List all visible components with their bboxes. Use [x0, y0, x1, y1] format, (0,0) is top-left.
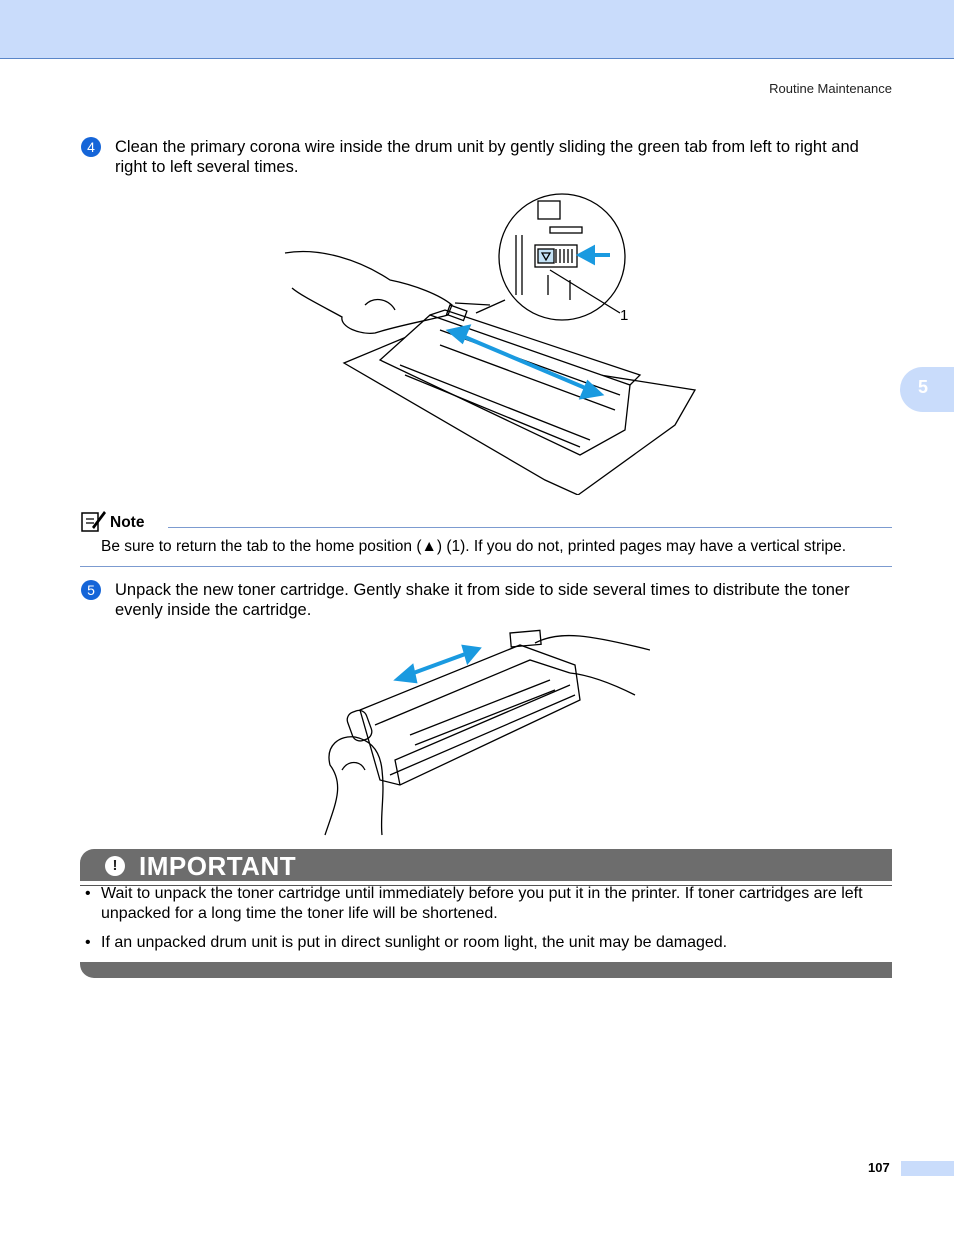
top-banner	[0, 0, 954, 59]
exclamation-icon: !	[105, 856, 125, 876]
toner-cartridge-illustration	[320, 625, 650, 837]
bullet-dot: •	[85, 885, 91, 902]
note-divider-bottom	[80, 566, 892, 567]
important-footer-bar	[80, 962, 892, 978]
note-pencil-icon	[80, 509, 106, 533]
note-title: Note	[110, 514, 145, 531]
important-bullet-1: Wait to unpack the toner cartridge until immediately before you put it in the printer. If toner cartridges are left unpacked for a long time the toner life will be shortened.	[101, 885, 863, 922]
drum-unit-illustration	[280, 185, 700, 495]
page-number: 107	[868, 1160, 890, 1175]
important-title: IMPORTANT	[139, 851, 297, 881]
step-text-4: Clean the primary corona wire inside the drum unit by gently sliding the green tab from left to right and right to left several times.	[115, 138, 859, 176]
step-number-5: 5	[81, 580, 101, 600]
note-text: Be sure to return the tab to the home position (▲) (1). If you do not, printed pages may have a vertical stripe.	[101, 538, 847, 555]
important-bullet-2: If an unpacked drum unit is put in direct sunlight or room light, the unit may be damaged.	[101, 934, 728, 951]
chapter-number: 5	[918, 377, 929, 397]
step-number-4: 4	[81, 137, 101, 157]
bullet-dot: •	[85, 934, 91, 951]
running-header: Routine Maintenance	[769, 81, 892, 96]
callout-1: 1	[620, 307, 629, 324]
step-text-5: Unpack the new toner cartridge. Gently shake it from side to side several times to distribute the toner evenly inside the cartridge.	[115, 581, 850, 619]
page-tab	[901, 1161, 954, 1176]
note-divider-top	[168, 527, 892, 528]
chapter-tab	[900, 367, 954, 412]
